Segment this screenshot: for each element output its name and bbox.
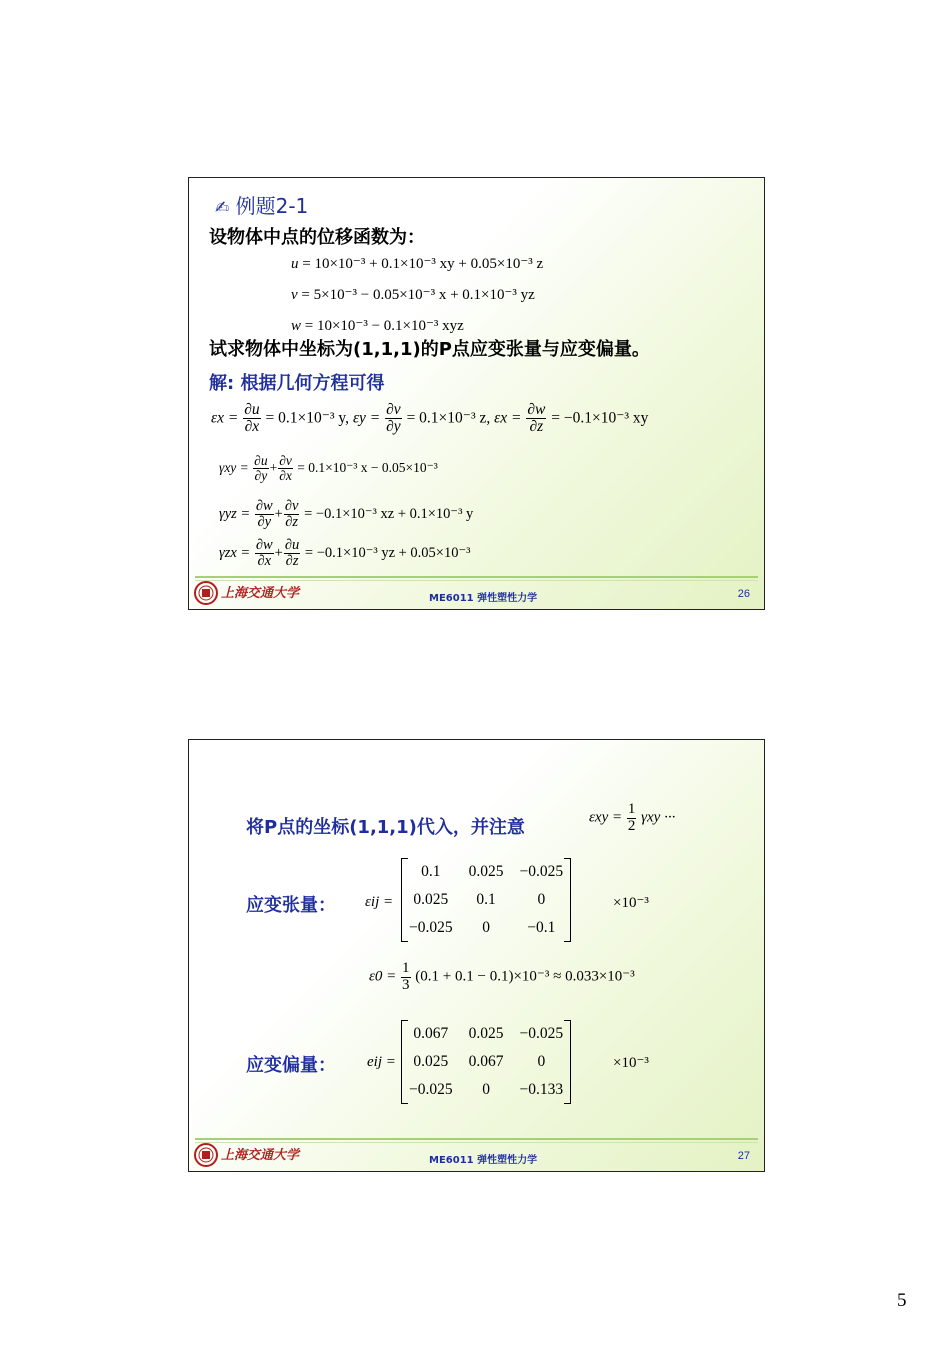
- slide-27: [188, 739, 765, 1172]
- fraction: $\frac{\partial v}{\partial x}$: [279, 453, 292, 484]
- matrix-cell: 0.025: [468, 1025, 504, 1042]
- matrix-cell: −0.025: [519, 863, 564, 880]
- strain-relation-note: εxy = $\frac{1}{2}$ γxy ···: [589, 801, 676, 834]
- matrix-cell: 0.025: [413, 1053, 449, 1070]
- tensor-label: 应变张量：: [246, 895, 336, 916]
- matrix-cell: 0.067: [413, 1025, 449, 1042]
- slide-number: 27: [737, 1150, 750, 1162]
- matrix-row: [401, 886, 571, 914]
- equation-u: u = 10×10⁻³ + 0.1×10⁻³ xy + 0.05×10⁻³ z: [291, 256, 544, 272]
- matrix-row: [401, 858, 571, 886]
- matrix-cell: 0: [537, 891, 546, 908]
- fraction: $\frac{1}{2}$: [627, 801, 636, 834]
- matrix-cell: 0.025: [413, 891, 449, 908]
- matrix-cell: 0: [482, 1081, 490, 1098]
- course-label: ME6011 弹性塑性力学: [429, 1155, 538, 1166]
- matrix-row: [401, 1076, 571, 1104]
- fraction: $\frac{\partial w}{\partial x}$: [255, 537, 273, 570]
- deviator-scale: ×10⁻³: [613, 1055, 649, 1071]
- footer-divider: [195, 1138, 758, 1140]
- left-bracket: [401, 1020, 408, 1104]
- matrix-row: [401, 914, 571, 942]
- matrix-cell: −0.025: [409, 1081, 453, 1098]
- matrix-cell: −0.025: [519, 1025, 564, 1042]
- shear-strain-yz: γyz = $\frac{\partial w}{\partial y}$ + $\frac{\partial v}{\partial z}$ = −0.1×10⁻³ xz + 0.1×10⁻³ y: [219, 498, 474, 531]
- deviator-label: 应变偏量：: [246, 1055, 336, 1076]
- fraction: $\frac{\partial v}{\partial z}$: [284, 498, 299, 531]
- strain-tensor-matrix: [401, 858, 571, 942]
- fraction: $\frac{\partial u}{\partial x}$: [244, 401, 260, 436]
- slide-number: 26: [737, 588, 750, 600]
- right-bracket: [564, 1020, 571, 1104]
- strain-deviator-matrix: [401, 1020, 571, 1104]
- matrix-cell: −0.133: [519, 1081, 564, 1098]
- strain-deviator-table: [401, 1020, 571, 1104]
- university-name: 上海交通大学: [221, 586, 300, 601]
- matrix-cell: 0: [537, 1053, 546, 1070]
- matrix-cell: −0.025: [409, 919, 453, 936]
- matrix-cell: 0: [482, 919, 490, 936]
- fraction: $\frac{1}{3}$: [402, 960, 410, 993]
- fraction: $\frac{\partial u}{\partial y}$: [254, 453, 268, 484]
- slide-26: [188, 177, 765, 610]
- university-logo: [193, 580, 303, 610]
- question-text: 试求物体中坐标为(1,1,1)的P点应变张量与应变偏量。: [209, 339, 650, 360]
- normal-strain-row: εx = $\frac{\partial u}{\partial x}$ = 0.1×10⁻³ y, εy = $\frac{\partial v}{\partial y}$ = 0.1×10⁻³ z, εx = $\frac{\partial w}{\partial z}$ = −0.1×10⁻³ xy: [211, 401, 649, 436]
- page-number: 5: [897, 1290, 907, 1311]
- matrix-cell: 0.1: [476, 891, 496, 908]
- tensor-lhs: εij =: [365, 894, 394, 910]
- shear-strain-xy: γxy = $\frac{\partial u}{\partial y}$ + $\frac{\partial v}{\partial x}$ = 0.1×10⁻³ x − 0.05×10⁻³: [219, 453, 438, 484]
- pencil-icon: ✍: [215, 198, 230, 218]
- slide-title: ✍ 例题2-1: [215, 194, 309, 218]
- solution-text: 解: 根据几何方程可得: [209, 373, 385, 394]
- equation-w: w = 10×10⁻³ − 0.1×10⁻³ xyz: [291, 318, 464, 334]
- tensor-scale: ×10⁻³: [613, 895, 649, 911]
- fraction: $\frac{\partial u}{\partial z}$: [284, 537, 300, 570]
- substitute-text: 将P点的坐标(1,1,1)代入，并注意: [246, 817, 525, 838]
- mean-strain: ε0 = $\frac{1}{3}$ (0.1 + 0.1 − 0.1)×10⁻³ ≈ 0.033×10⁻³: [369, 960, 635, 993]
- strain-tensor-table: [401, 858, 571, 942]
- intro-text: 设物体中点的位移函数为：: [209, 227, 425, 248]
- university-logo: [193, 1142, 303, 1172]
- fraction: $\frac{\partial w}{\partial z}$: [527, 401, 546, 436]
- matrix-row: [401, 1020, 571, 1048]
- fraction: $\frac{\partial w}{\partial y}$: [255, 498, 273, 531]
- left-bracket: [401, 858, 408, 942]
- equation-v: v = 5×10⁻³ − 0.05×10⁻³ x + 0.1×10⁻³ yz: [291, 287, 535, 303]
- course-label: ME6011 弹性塑性力学: [429, 593, 538, 604]
- matrix-cell: 0.1: [421, 863, 441, 880]
- shear-strain-zx: γzx = $\frac{\partial w}{\partial x}$ + $\frac{\partial u}{\partial z}$ = −0.1×10⁻³ yz + 0.05×10⁻³: [219, 537, 471, 570]
- matrix-cell: 0.025: [468, 863, 504, 880]
- matrix-cell: −0.1: [527, 919, 556, 936]
- matrix-cell: 0.067: [468, 1053, 504, 1070]
- matrix-row: [401, 1048, 571, 1076]
- footer-divider: [195, 576, 758, 578]
- fraction: $\frac{\partial v}{\partial y}$: [386, 401, 401, 436]
- right-bracket: [564, 858, 571, 942]
- university-name: 上海交通大学: [221, 1148, 300, 1163]
- deviator-lhs: eij =: [367, 1054, 396, 1070]
